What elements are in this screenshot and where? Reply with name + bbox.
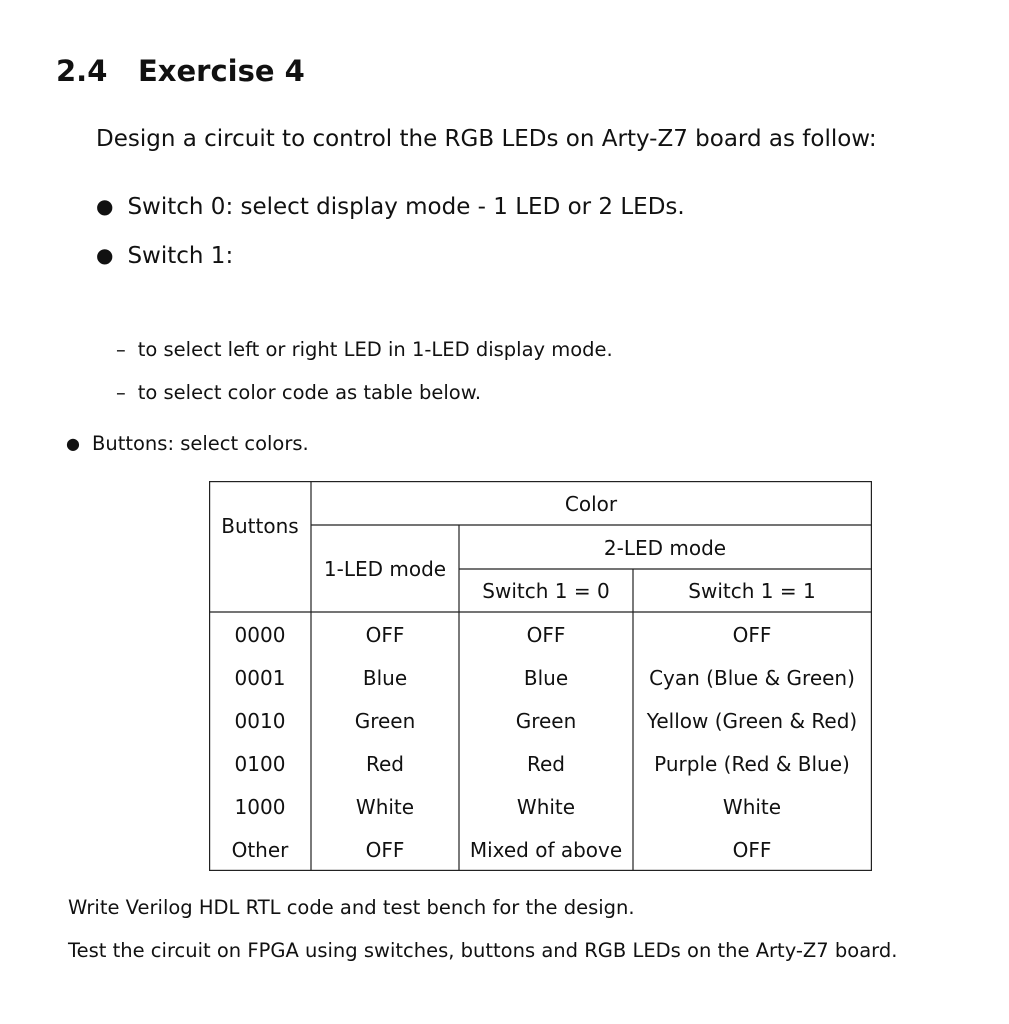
- cell-2led-sw1: OFF: [732, 838, 772, 862]
- cell-2led-sw0: Red: [527, 752, 565, 776]
- cell-buttons: 0010: [234, 709, 286, 733]
- bullet-icon: ●: [96, 243, 114, 267]
- sub-item-select-color: [116, 381, 481, 404]
- bullet-text: Switch 0: select display mode - 1 LED or 2 LEDs.: [127, 194, 685, 220]
- cell-2led-sw1: Yellow (Green & Red): [646, 709, 858, 733]
- dash-icon: –: [116, 338, 126, 361]
- cell-1led: OFF: [365, 623, 405, 647]
- intro-paragraph: Design a circuit to control the RGB LEDs on Arty-Z7 board as follow:: [96, 126, 877, 152]
- cell-2led-sw1: Purple (Red & Blue): [654, 752, 850, 776]
- bullet-text: Buttons: select colors.: [91, 432, 309, 455]
- cell-2led-sw0: OFF: [526, 623, 566, 647]
- cell-1led: OFF: [365, 838, 405, 862]
- cell-2led-sw1: Cyan (Blue & Green): [649, 666, 855, 690]
- outro-paragraph: Test the circuit on FPGA using switches, buttons and RGB LEDs on the Arty-Z7 board.: [68, 939, 898, 962]
- header-switch1-1: Switch 1 = 1: [688, 579, 816, 603]
- bullet-buttons: [66, 432, 309, 455]
- cell-2led-sw0: White: [516, 795, 576, 819]
- header-1led-mode: 1-LED mode: [323, 557, 447, 581]
- cell-buttons: 1000: [234, 795, 286, 819]
- section-number: 2.4: [56, 54, 108, 88]
- outro-paragraph: Write Verilog HDL RTL code and test bench for the design.: [68, 896, 635, 919]
- cell-2led-sw0: Blue: [523, 666, 569, 690]
- cell-buttons: Other: [231, 838, 289, 862]
- cell-2led-sw1: OFF: [732, 623, 772, 647]
- cell-2led-sw0: Green: [515, 709, 577, 733]
- cell-1led: Blue: [362, 666, 408, 690]
- header-switch1-0: Switch 1 = 0: [482, 579, 610, 603]
- cell-1led: White: [355, 795, 415, 819]
- cell-1led: Red: [366, 752, 404, 776]
- color-table: [209, 481, 872, 871]
- bullet-switch-0: [96, 194, 685, 220]
- cell-2led-sw0: Mixed of above: [469, 838, 623, 862]
- header-color: Color: [564, 492, 618, 516]
- header-buttons: Buttons: [221, 514, 299, 538]
- sub-item-text: to select left or right LED in 1-LED display mode.: [137, 338, 613, 361]
- bullet-text: Switch 1:: [127, 243, 234, 269]
- header-2led-mode: 2-LED mode: [603, 536, 727, 560]
- section-title: Exercise 4: [138, 54, 305, 88]
- bullet-icon: ●: [96, 194, 114, 218]
- bullet-switch-1: [96, 243, 233, 269]
- dash-icon: –: [116, 381, 126, 404]
- cell-1led: Green: [354, 709, 416, 733]
- cell-buttons: 0100: [234, 752, 286, 776]
- sub-item-text: to select color code as table below.: [137, 381, 482, 404]
- bullet-icon: ●: [66, 434, 80, 453]
- cell-buttons: 0000: [234, 623, 286, 647]
- cell-buttons: 0001: [234, 666, 286, 690]
- cell-2led-sw1: White: [722, 795, 782, 819]
- sub-item-select-led: [116, 338, 613, 361]
